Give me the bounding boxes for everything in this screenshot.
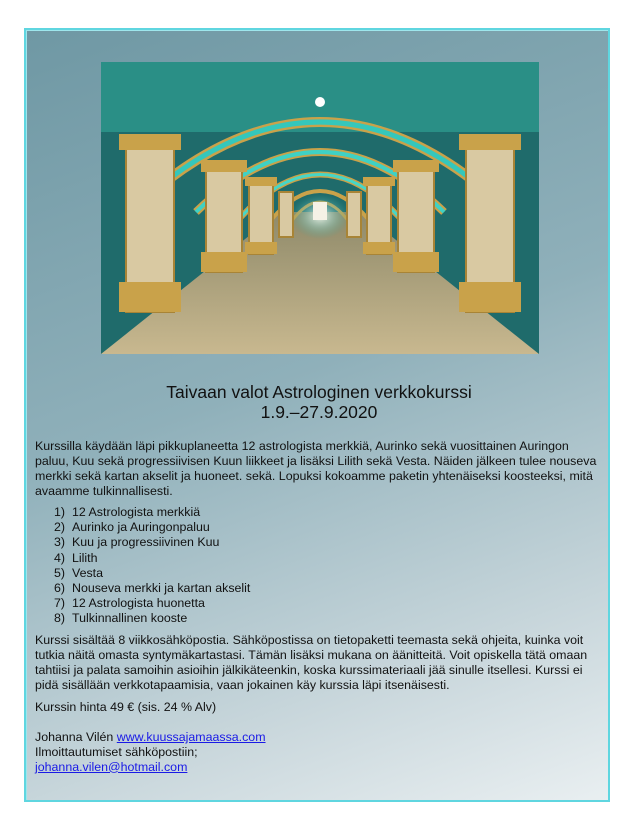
- list-item: 6) Nouseva merkki ja kartan akselit: [54, 581, 251, 596]
- topic-list: [54, 505, 250, 627]
- intro-paragraph: Kurssilla käydään läpi pikkuplaneetta 12 astrologista merkkiä, Aurinko sekä vuosittainen Auringon paluu, Kuu sekä progressiivisen Kuun liikkeet ja lisäksi Lilith sekä Vesta. Näiden jälkeen tulee nouseva merkki sekä kartan akselit ja huoneet. sekä. Lopuksi kokoamme paketin yhtenäiseksi koosteeksi, mitä avaamme tulkinnallisesti.: [35, 439, 597, 498]
- list-item: 7) 12 Astrologista huonetta: [54, 596, 205, 611]
- contact-info: [35, 730, 266, 774]
- signup-text: Ilmoittautumiset sähköpostiin;: [35, 744, 198, 759]
- list-item: 5) Vesta: [54, 565, 104, 580]
- website-link[interactable]: www.kuussajamaassa.com: [116, 730, 266, 744]
- palace-hall-photo: [101, 62, 539, 354]
- list-item: 2) Aurinko ja Auringonpaluu: [54, 520, 210, 535]
- email-link[interactable]: johanna.vilen@hotmail.com: [35, 759, 188, 774]
- course-title: Taivaan valot Astrologinen verkkokurssi: [166, 382, 472, 402]
- course-description: Kurssi sisältää 8 viikkosähköpostia. Sähköpostissa on tietopaketti teemasta sekä ohjeita, kuinka voit tutkia näitä omasta syntymäkartastasi. Tämän lisäksi mukana on äänitteitä. Voit opiskella tätä omaan tahtiisi ja palata samoihin asioihin jälkikäteenkin, koska kurssimateriaali jää sinulle itsellesi. Kurssi ei pidä sisällään verkkotapaamisia, vaan jokainen käy kurssia läpi itsenäisesti.: [35, 633, 588, 692]
- list-item: 3) Kuu ja progressiivinen Kuu: [54, 535, 220, 550]
- list-item: 8) Tulkinnallinen kooste: [54, 611, 188, 626]
- contact-name: Johanna Vilén: [35, 730, 114, 744]
- flyer-page: [24, 28, 610, 802]
- course-price: Kurssin hinta 49 € (sis. 24 % Alv): [35, 700, 217, 714]
- list-item: 1) 12 Astrologista merkkiä: [54, 505, 201, 519]
- list-item: 4) Lilith: [54, 550, 98, 565]
- course-dates: 1.9.–27.9.2020: [260, 402, 378, 422]
